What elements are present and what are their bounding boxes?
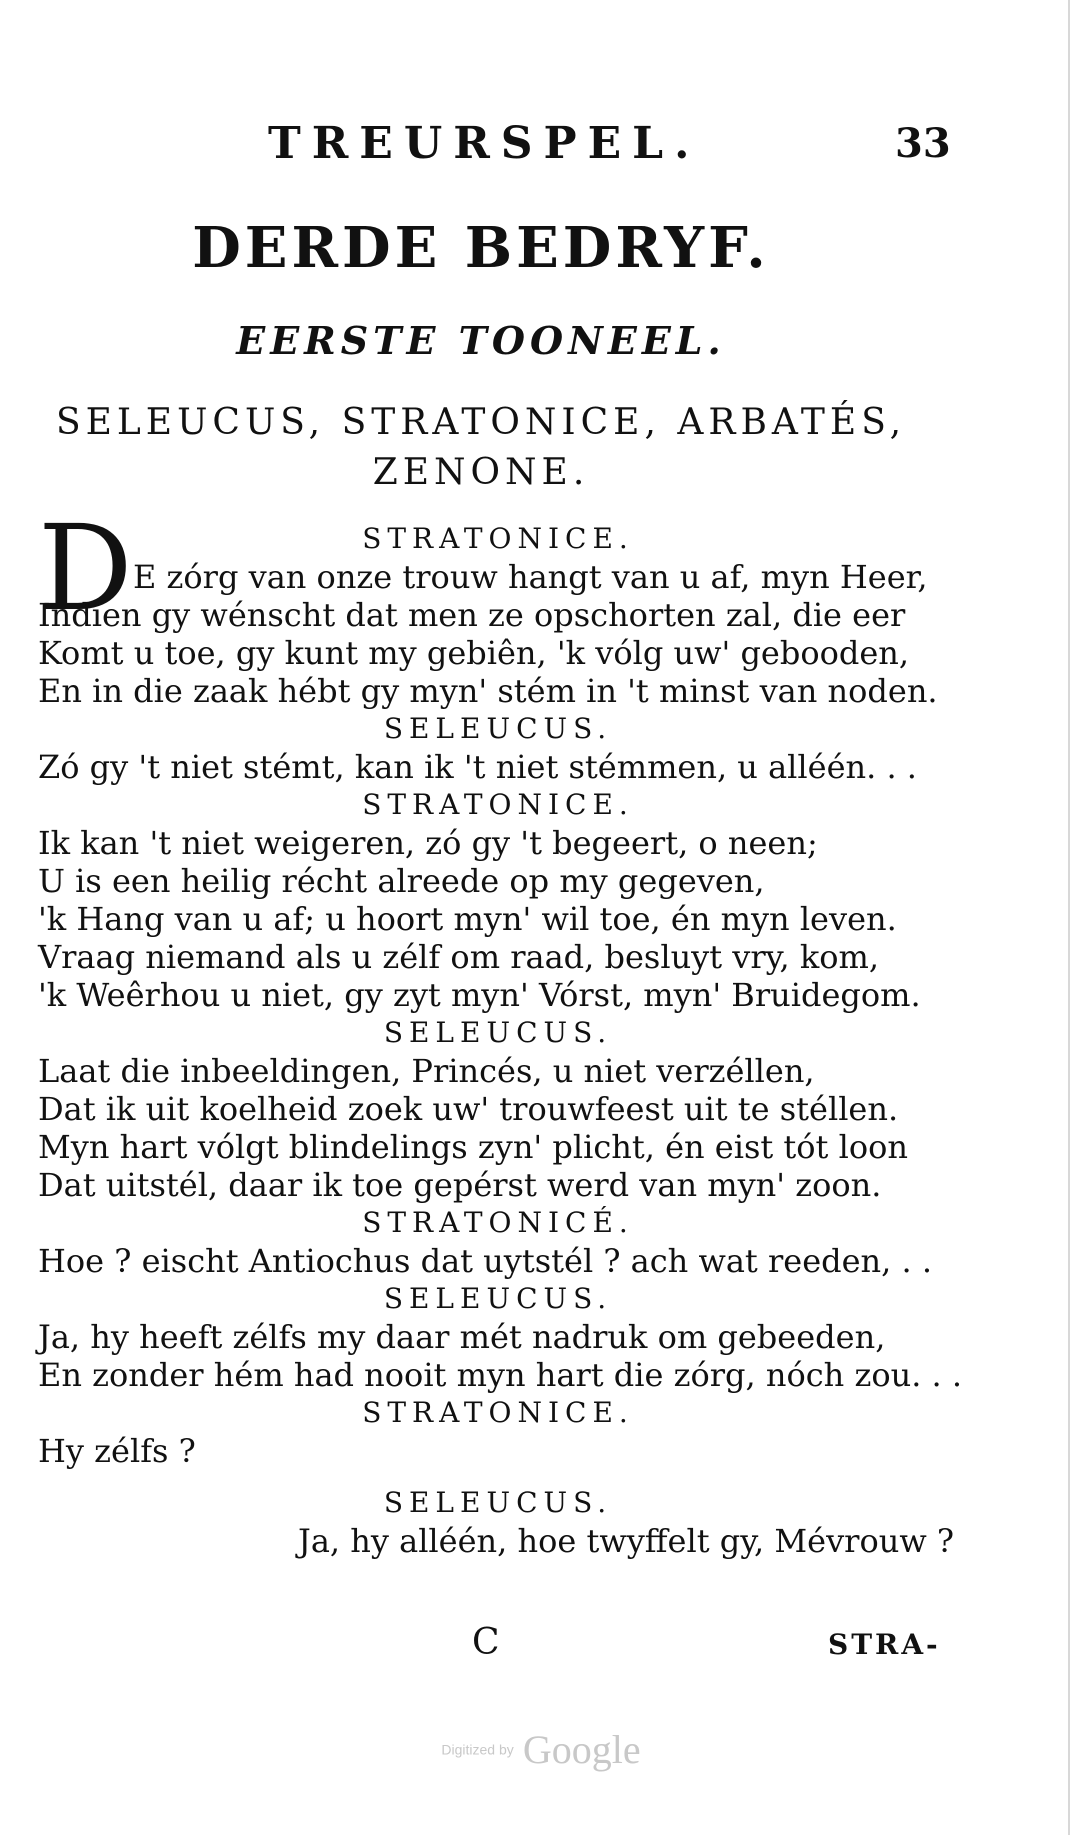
speaker-name: SELEUCUS. <box>383 1486 613 1519</box>
scene-title: EERSTE TOONEEL. <box>236 318 726 363</box>
speaker-name: STRATONICÉ. <box>362 1206 634 1239</box>
speaker-name: STRATONICE. <box>362 522 634 555</box>
verse-line: 'k Weêrhou u niet, gy zyt myn' Vórst, myn' Bruidegom. <box>38 976 921 1014</box>
verse-line: Vraag niemand als u zélf om raad, besluyt vry, kom, <box>38 938 879 976</box>
verse-line: Dat uitstél, daar ik toe gepérst werd van myn' zoon. <box>38 1166 882 1204</box>
verse-line: Myn hart vólgt blindelings zyn' plicht, én eist tót loon <box>38 1128 908 1166</box>
verse-line: Hy zélfs ? <box>38 1432 196 1470</box>
verse-line: Ik kan 't niet weigeren, zó gy 't begeert, o neen; <box>38 824 818 862</box>
verse-line: En zonder hém had nooit myn hart die zórg, nóch zou. . . <box>38 1356 963 1394</box>
speaker-name: STRATONICE. <box>362 1396 634 1429</box>
speaker-name: STRATONICE. <box>362 788 634 821</box>
drop-cap: D <box>38 499 133 637</box>
speaker-name: SELEUCUS. <box>383 1016 613 1049</box>
verse-line: E zórg van onze trouw hangt van u af, myn Heer, <box>133 558 928 596</box>
verse-line: Dat ik uit koelheid zoek uw' trouwfeest uit te stéllen. <box>38 1090 899 1128</box>
line-gap <box>38 1470 958 1484</box>
digitization-watermark <box>0 1726 1082 1773</box>
verse-line: Indien gy wénscht dat men ze opschorten zal, die eer <box>38 596 906 634</box>
verse-line: En in die zaak hébt gy myn' stém in 't minst van noden. <box>38 672 938 710</box>
verse-line: Laat die inbeeldingen, Princés, u niet verzéllen, <box>38 1052 815 1090</box>
verse-line: U is een heilig récht alreede op my gegeven, <box>38 862 765 900</box>
cast-line-2: ZENONE. <box>372 452 590 493</box>
verse-line: 'k Hang van u af; u hoort myn' wil toe, én myn leven. <box>38 900 897 938</box>
verse-line: Ja, hy heeft zélfs my daar mét nadruk om gebeeden, <box>38 1318 886 1356</box>
catchword: STRA- <box>828 1628 941 1661</box>
running-head <box>0 118 1082 178</box>
page-edge-line <box>1068 0 1070 1835</box>
verse-line: Zó gy 't niet stémt, kan ik 't niet stémmen, u alléén. . . <box>38 748 917 786</box>
verse-line: Ja, hy alléén, hoe twyffelt gy, Mévrouw ? <box>298 1522 955 1560</box>
cast-line-1: SELEUCUS, STRATONICE, ARBATÉS, <box>55 402 907 443</box>
watermark-prefix: Digitized by <box>441 1741 514 1758</box>
signature-mark: C <box>472 1622 500 1663</box>
dialogue-block <box>38 499 963 1560</box>
running-title: TREURSPEL. <box>268 118 701 169</box>
act-title: DERDE BEDRYF. <box>192 215 770 281</box>
cast-list <box>0 398 1082 498</box>
verse-line: Komt u toe, gy kunt my gebiên, 'k vólg uw' gebooden, <box>38 634 910 672</box>
speaker-name: SELEUCUS. <box>383 1282 613 1315</box>
verse-line: Hoe ? eischt Antiochus dat uytstél ? ach wat reeden, . . <box>38 1242 933 1280</box>
watermark-brand-logo: Google <box>522 1727 641 1772</box>
speaker-name: SELEUCUS. <box>383 712 613 745</box>
page-number: 33 <box>895 120 951 167</box>
